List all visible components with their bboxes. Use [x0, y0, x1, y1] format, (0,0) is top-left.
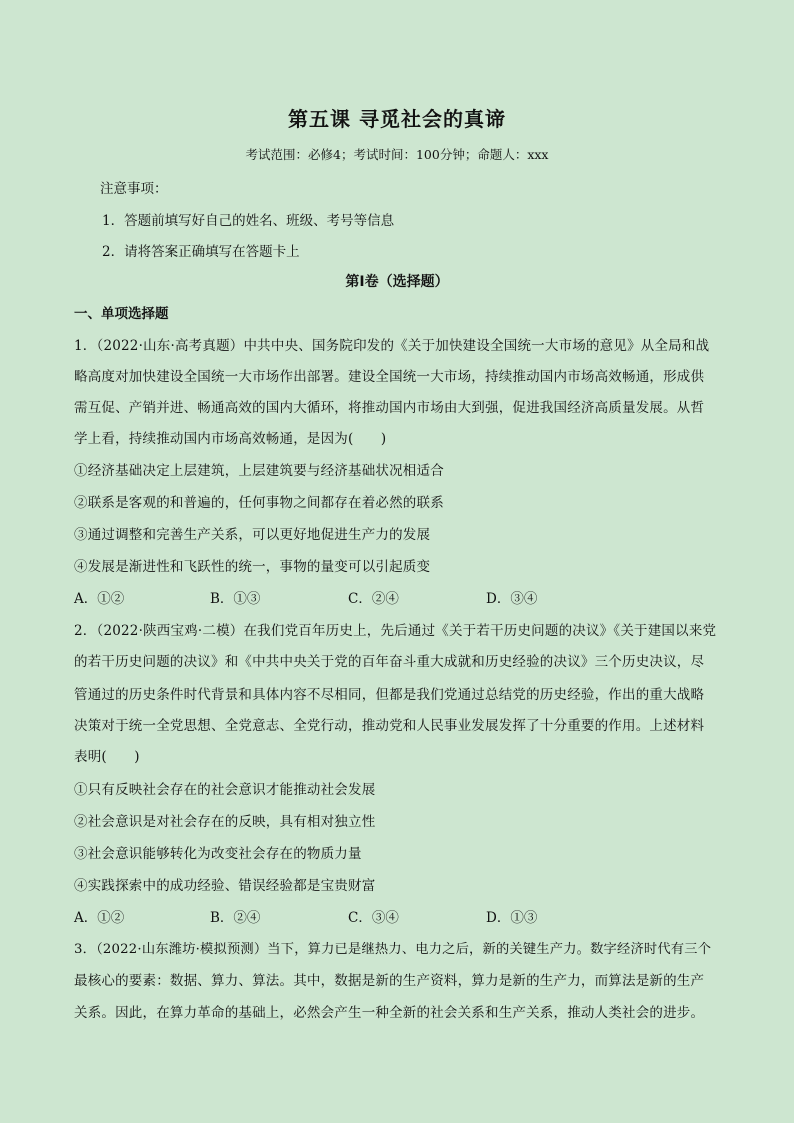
question-1-text: 学上看，持续推动国内市场高效畅通，是因为( ) — [74, 431, 387, 447]
question-2-text: 决策对于统一全党思想、全党意志、全党行动，推动党和人民事业发展发挥了十分重要的作用。上述材料 — [74, 718, 705, 734]
part-title: 一、单项选择题 — [74, 306, 169, 322]
question-3-text: 3．（2022·山东潍坊·模拟预测）当下，算力已是继热力、电力之后，新的关键生产力。数字经济时代有三个 — [74, 942, 712, 957]
question-2-statement: ①只有反映社会存在的社会意识才能推动社会发展 — [74, 782, 376, 798]
question-2-text: 表明( ) — [74, 749, 140, 765]
question-1-text: 需互促、产销并进、畅通高效的国内大循环，将推动国内市场由大到强，促进我国经济高质量发展。从哲 — [74, 400, 705, 416]
question-1-text: 略高度对加快建设全国统一大市场作出部署。建设全国统一大市场，持续推动国内市场高效畅通，形成供 — [74, 369, 705, 385]
question-1-statement: ④发展是渐进性和飞跃性的统一，事物的量变可以引起质变 — [74, 559, 431, 575]
notice-item: 2．请将答案正确填写在答题卡上 — [102, 244, 300, 260]
option-a[interactable]: A．①② — [74, 910, 125, 926]
option-a[interactable]: A．①② — [74, 591, 125, 607]
option-b[interactable]: B．①③ — [210, 591, 261, 607]
option-d[interactable]: D．①③ — [486, 910, 538, 926]
option-d[interactable]: D．③④ — [486, 591, 538, 607]
question-3-text: 最核心的要素：数据、算力、算法。其中，数据是新的生产资料，算力是新的生产力，而算法是新的生产 — [74, 973, 705, 989]
question-1-statement: ③通过调整和完善生产关系，可以更好地促进生产力的发展 — [74, 527, 431, 543]
option-c[interactable]: C．②④ — [348, 591, 399, 607]
option-b[interactable]: B．②④ — [210, 910, 261, 926]
question-2-text: 2．（2022·陕西宝鸡·二模）在我们党百年历史上，先后通过《关于若干历史问题的决议》《关于建国以来党 — [74, 623, 717, 639]
question-2-text: 的若干历史问题的决议》和《中共中央关于党的百年奋斗重大成就和历史经验的决议》三个历史决议，尽 — [74, 654, 705, 670]
option-c[interactable]: C．③④ — [348, 910, 399, 926]
question-2-statement: ③社会意识能够转化为改变社会存在的物质力量 — [74, 846, 362, 862]
section-title: 第I卷（选择题） — [345, 274, 449, 290]
exam-info: 考试范围：必修4；考试时间：100分钟；命题人：xxx — [245, 147, 549, 162]
question-2-statement: ④实践探索中的成功经验、错误经验都是宝贵财富 — [74, 878, 376, 894]
notice-item: 1．答题前填写好自己的姓名、班级、考号等信息 — [102, 213, 395, 229]
question-1-statement: ②联系是客观的和普遍的，任何事物之间都存在着必然的联系 — [74, 495, 444, 511]
page-title: 第五课 寻觅社会的真谛 — [288, 107, 506, 131]
question-2-text: 管通过的历史条件时代背景和具体内容不尽相同，但都是我们党通过总结党的历史经验，作出的重大战略 — [74, 687, 705, 703]
question-2-statement: ②社会意识是对社会存在的反映，具有相对独立性 — [74, 814, 376, 830]
question-2-options — [74, 906, 634, 926]
question-3-text: 关系。因此，在算力革命的基础上，必然会产生一种全新的社会关系和生产关系，推动人类社会的进步。 — [74, 1005, 705, 1021]
question-1-options — [74, 587, 634, 607]
question-1-statement: ①经济基础决定上层建筑，上层建筑要与经济基础状况相适合 — [74, 463, 444, 479]
notice-heading: 注意事项： — [100, 181, 168, 197]
question-1-text: 1．（2022·山东·高考真题）中共中央、国务院印发的《关于加快建设全国统一大市场的意见》从全局和战 — [74, 338, 710, 354]
